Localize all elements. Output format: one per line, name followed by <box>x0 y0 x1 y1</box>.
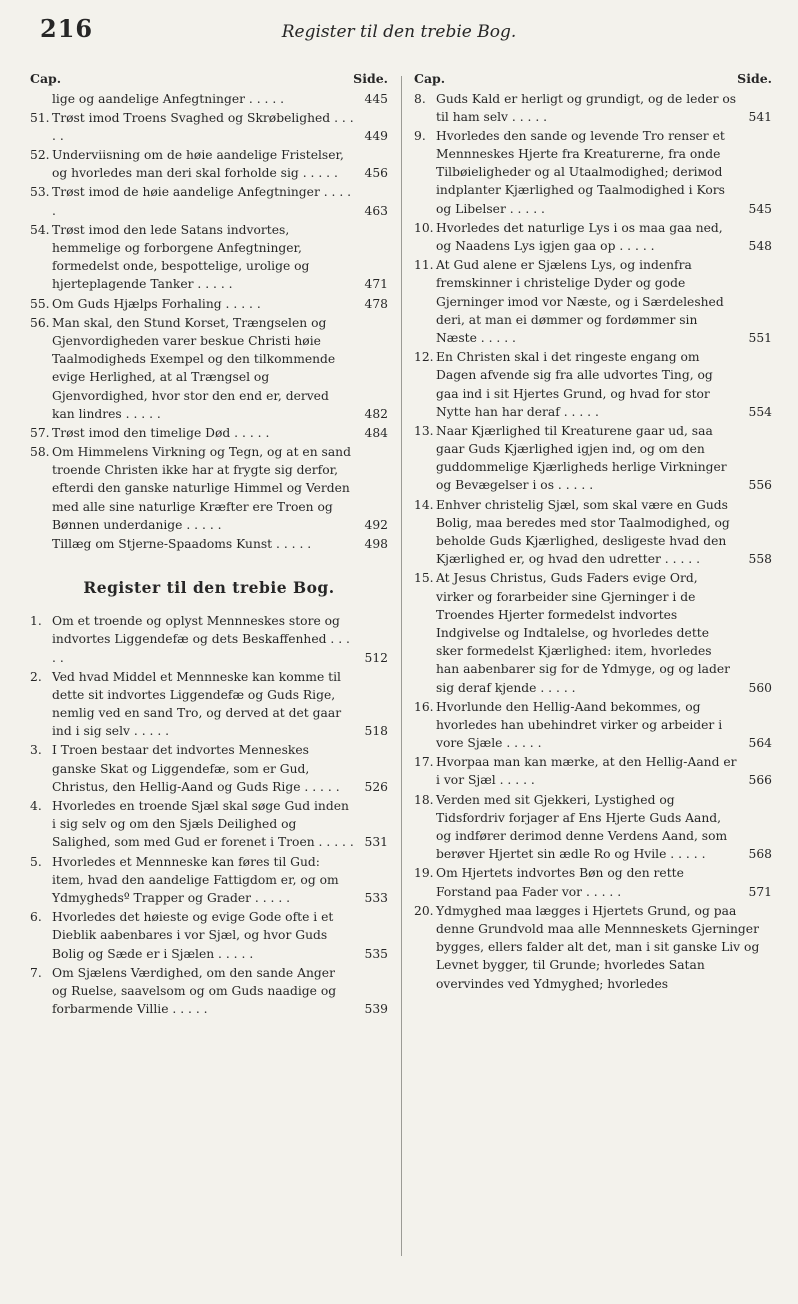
toc-entry <box>30 424 388 442</box>
toc-entry <box>30 853 388 908</box>
page-reference: 560 <box>748 680 772 695</box>
page-header <box>40 12 758 52</box>
toc-entry <box>414 753 772 789</box>
chapter-number: 14. <box>414 497 434 512</box>
right-entries <box>414 90 772 993</box>
chapter-number: 57. <box>30 425 50 440</box>
toc-entry <box>414 90 772 126</box>
chapter-number: 56. <box>30 315 50 330</box>
page-reference: 531 <box>364 835 388 850</box>
page-reference: 564 <box>748 736 772 751</box>
toc-entry <box>30 90 388 108</box>
chapter-title: Trøst imod de høie aandelige Anfegtninger . . . . . <box>52 185 352 218</box>
page-reference: 471 <box>364 277 388 292</box>
chapter-title: Guds Kald er herligt og grundigt, og de leder os til ham selv . . . . . <box>436 91 737 124</box>
chapter-title: Trøst imod den lede Satans indvortes, hemmelige og forborgene Anfegtninger, formedelst onde, bespottelige, urolige og hjerteplagende Tanker . . . . . <box>52 222 310 292</box>
chapter-title: En Christen skal i det ringeste engang om Dagen afvende sig fra alle udvortes Ting, og gaa ind i sit Hjertes Grund, og hvad for stor Nytte han har deraf . . . . . <box>436 350 713 419</box>
page-reference: 551 <box>748 330 772 345</box>
page-reference: 568 <box>748 847 772 862</box>
chapter-title: At Gud alene er Sjælens Lys, og indenfra fremskinner i christelige Dyder og gode Gjerninger imod vor Næste, og i Særdeleshed deri, at man ei dømmer og fordømmer sin Næste . . . . . <box>436 258 724 345</box>
page-reference: 558 <box>748 552 772 567</box>
page-reference: 571 <box>748 884 772 899</box>
page-reference: 484 <box>364 425 388 440</box>
chapter-title: Naar Kjærlighed til Kreaturene gaar ud, saa gaar Guds Kjærlighed igjen ind, og om den guddommelige Kjærligheds herlige Virkninger og Bevægelser i os . . . . . <box>436 423 727 493</box>
left-entries-bottom <box>30 612 388 1018</box>
chapter-number: 15. <box>414 571 434 586</box>
page-reference: 478 <box>364 296 388 311</box>
chapter-title: Ydmyghed maa lægges i Hjertets Grund, og paa denne Grundvold maa alle Mennneskets Gjerninger bygges, ellers falder alt det, man i sit ganske Liv og Levnet bygger, til Grunde; hvorledes Satan overvindes ved Ydmyghed; hvorledes <box>436 903 760 991</box>
cap-label: Cap. <box>414 71 446 86</box>
page-reference: 539 <box>364 1002 388 1017</box>
chapter-number: 19. <box>414 866 434 881</box>
chapter-number: 18. <box>414 792 434 807</box>
toc-entry <box>30 221 388 294</box>
chapter-title: lige og aandelige Anfegtninger . . . . . <box>52 91 285 106</box>
toc-entry <box>30 443 388 534</box>
toc-entry <box>30 612 388 667</box>
toc-entry <box>30 109 388 145</box>
toc-entry <box>414 496 772 569</box>
chapter-number: 55. <box>30 296 50 311</box>
chapter-title: Hvorledes en troende Sjæl skal søge Gud inden i sig selv og om den Sjæls Deilighed og Salighed, som med Gud er forenet i Troen . . . . . <box>52 799 354 850</box>
chapter-title: Hvorledes det høieste og evige Gode ofte i et Dieblik aabenbares i vor Sjæl, og hvor Guds Bolig og Sæde er i Sjælen . . . . . <box>52 910 334 961</box>
chapter-number: 5. <box>30 854 42 869</box>
right-column <box>414 70 772 1288</box>
chapter-title: Tillæg om Stjerne-Spaadoms Kunst . . . . . <box>52 537 312 551</box>
chapter-number: 2. <box>30 669 42 684</box>
section-title: Register til den trebie Bog. <box>83 578 335 598</box>
toc-entry <box>30 741 388 796</box>
chapter-title: Enhver christelig Sjæl, som skal være en Guds Bolig, maa beredes med stor Taalmodighed, og beholde Guds Kjærlighed, desligeste hvad den Kjærlighed er, og hvad den udretter . . . . . <box>436 497 730 567</box>
toc-entry <box>414 256 772 347</box>
toc-entry <box>30 314 388 423</box>
chapter-title: Om et troende og oplyst Mennneskes store og indvortes Liggendefæ og dets Beskaffenhed . . . . . <box>52 614 350 665</box>
toc-entry <box>414 864 772 900</box>
chapter-title: I Troen bestaar det indvortes Menneskes ganske Skat og Liggendefæ, som er Gud, Christus, den Hellig-Aand og Guds Rige . . . . . <box>52 743 340 794</box>
toc-entry <box>30 668 388 741</box>
toc-entry <box>414 698 772 753</box>
cap-label: Cap. <box>30 71 62 86</box>
chapter-title: Om Guds Hjælps Forhaling . . . . . <box>52 296 261 311</box>
page-reference: 492 <box>364 517 388 532</box>
chapter-title: Man skal, den Stund Korset, Trængselen og Gjenvordigheden varer beskue Christi høie Taalmodigheds Exempel og den tilkommende evige Herlighed, at al Trængsel og Gjenvordighed, hvor stor den end er, derved kan lindres . . . . . <box>52 315 336 421</box>
running-head: Register til den trebie Bog. <box>281 22 517 42</box>
chapter-title: Ved hvad Middel et Mennneske kan komme til dette sit indvortes Liggendefæ og Guds Rige, nemlig ved en sand Tro, og derved at det gaar ind i sig selv . . . . . <box>52 669 342 739</box>
chapter-number: 6. <box>30 910 42 925</box>
chapter-title: Trøst imod Troens Svaghed og Skrøbelighed . . . . . <box>52 110 354 143</box>
page-reference: 545 <box>748 201 772 216</box>
chapter-number: 20. <box>414 903 434 918</box>
toc-entry <box>414 569 772 696</box>
chapter-number: 10. <box>414 220 434 235</box>
chapter-title: Om Hjertets indvortes Bøn og den rette Forstand paa Fader vor . . . . . <box>436 866 684 899</box>
toc-entry <box>414 219 772 255</box>
chapter-title: Hvorledes et Mennneske kan føres til Gud: item, hvad den aandelige Fattigdom er, og om Ydmyghedsº Trapper og Grader . . . . . <box>52 854 339 905</box>
page-reference: 566 <box>748 773 772 788</box>
page-reference: 533 <box>364 890 388 905</box>
page-reference: 445 <box>364 91 388 106</box>
chapter-title: Underviisning om de høie aandelige Fristelser, og hvorledes man deri skal forholde sig . . . . . <box>52 148 344 181</box>
page-reference: 541 <box>748 109 772 124</box>
page-reference: 463 <box>364 203 388 218</box>
side-label: Side. <box>353 71 388 86</box>
chapter-number: 52. <box>30 148 50 163</box>
chapter-title: Hvorledes det naturlige Lys i os maa gaa ned, og Naadens Lys igjen gaa op . . . . . <box>436 220 723 253</box>
chapter-title: Trøst imod den timelige Død . . . . . <box>52 425 270 440</box>
page-reference: 518 <box>364 724 388 739</box>
chapter-number: 53. <box>30 185 50 200</box>
chapter-number: 4. <box>30 799 42 813</box>
chapter-number: 17. <box>414 755 434 770</box>
column-header-left <box>30 70 388 89</box>
chapter-title: Hvorledes den sande og levende Tro renser et Mennneskes Hjerte fra Kreaturerne, fra onde Tilbøieligheder og al Utaalmodighed; deriмod indplanter Kjærlighed og Taalmodighed i Kors og Libelser . . . . . <box>436 128 725 216</box>
toc-entry <box>30 535 388 553</box>
page-reference: 535 <box>364 946 388 961</box>
chapter-title: Om Sjælens Værdighed, om den sande Anger og Ruelse, saavelsom og om Guds naadige og forbarmende Villie . . . . . <box>52 965 337 1017</box>
side-label: Side. <box>737 71 772 86</box>
chapter-number: 12. <box>414 350 434 365</box>
chapter-number: 1. <box>30 614 42 629</box>
chapter-title: Hvorlunde den Hellig-Aand bekommes, og hvorledes han ubehindret virker og arbeider i vore Sjæle . . . . . <box>436 699 723 751</box>
left-entries-top <box>30 90 388 554</box>
column-divider <box>401 76 402 1256</box>
chapter-number: 3. <box>30 743 42 758</box>
toc-entry <box>30 908 388 963</box>
chapter-title: Hvorpaa man kan mærke, at den Hellig-Aand er i vor Sjæl . . . . . <box>436 755 737 788</box>
page-reference: 526 <box>364 779 388 794</box>
toc-entry <box>30 797 388 852</box>
chapter-number: 8. <box>414 91 426 106</box>
chapter-number: 54. <box>30 222 50 237</box>
toc-entry <box>414 422 772 495</box>
chapter-number: 11. <box>414 258 434 273</box>
toc-entry <box>414 791 772 864</box>
toc-entry <box>30 295 388 313</box>
toc-entry <box>30 183 388 219</box>
page-reference: 554 <box>748 404 772 419</box>
chapter-number: 7. <box>30 965 42 980</box>
chapter-title: Om Himmelens Virkning og Tegn, og at en sand troende Christen ikke har at frygte sig derfor, efterdi den ganske naturlige Himmel og Verden med alle sine naturlige Kræfter ere Troen og Bønnen underdanige . . . . . <box>52 445 351 532</box>
column-header-right <box>414 70 772 89</box>
chapter-number: 16. <box>414 699 434 714</box>
chapter-number: 51. <box>30 110 50 125</box>
page-reference: 498 <box>364 537 388 551</box>
page-reference: 556 <box>748 478 772 493</box>
toc-entry <box>30 964 388 1019</box>
chapter-title: At Jesus Christus, Guds Faders evige Ord, virker og forarbeider sine Gjerninger i de Troendes Hjerter formedelst indvortes Indgivelse og Indtalelse, og hvorledes dette sker formedelst Kjærlighed: item, hvorledes han aabenbarer sig for de Ydmyge, og og lader sig deraf kjende . . . . . <box>436 571 731 695</box>
left-column <box>30 70 388 1288</box>
chapter-number: 9. <box>414 128 426 143</box>
page-reference: 449 <box>364 128 388 143</box>
toc-entry <box>414 127 772 218</box>
toc-entry <box>414 902 772 993</box>
toc-entry <box>30 146 388 182</box>
page-reference: 482 <box>364 406 388 421</box>
toc-entry <box>414 348 772 421</box>
page-reference: 548 <box>748 239 772 253</box>
page-reference: 512 <box>364 650 388 665</box>
chapter-number: 58. <box>30 445 50 460</box>
page-number: 216 <box>40 14 94 43</box>
page-reference: 456 <box>364 166 388 181</box>
chapter-title: Verden med sit Gjekkeri, Lystighed og Tidsfordriv forjager af Ens Hjerte Guds Aand, og indfører derimod denne Verdens Aand, som berøver Hjertet sin ædle Ro og Hvile . . . . . <box>436 792 728 862</box>
chapter-number: 13. <box>414 423 434 438</box>
